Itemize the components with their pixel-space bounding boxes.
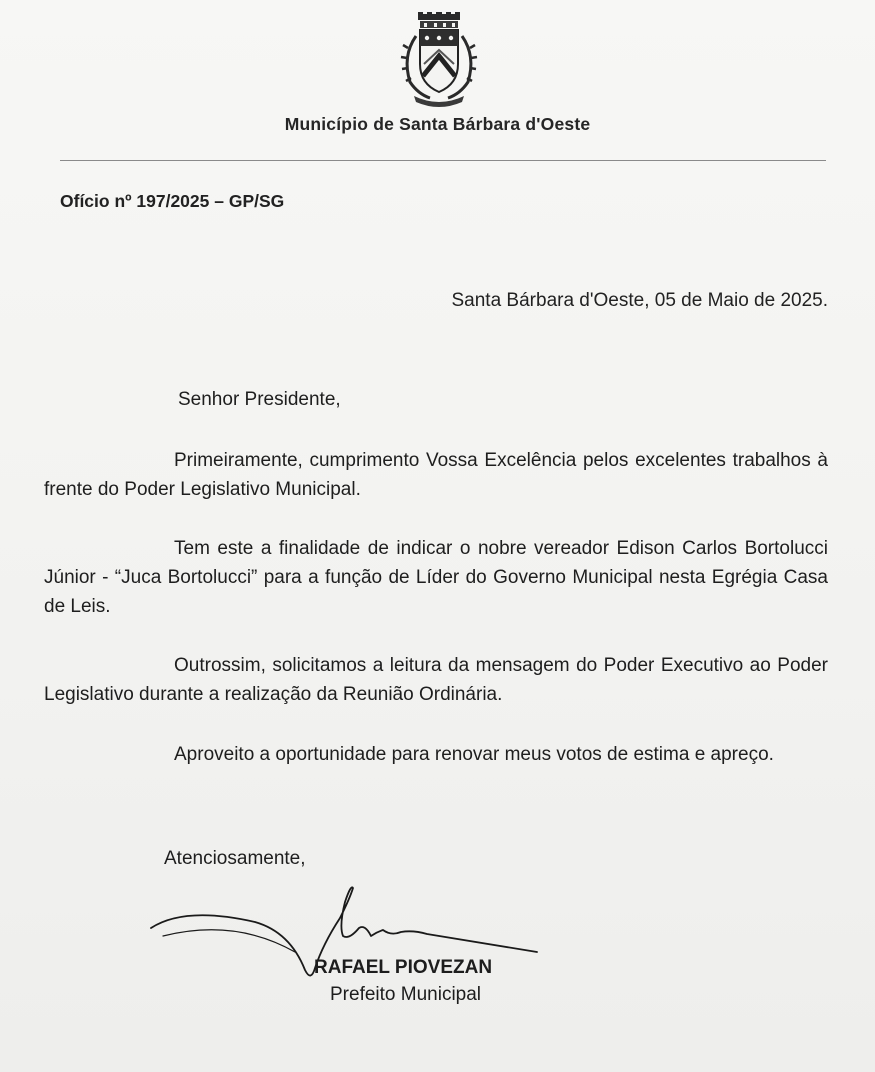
- closing: Atenciosamente,: [164, 848, 306, 869]
- signatory-role: Prefeito Municipal: [330, 984, 482, 1005]
- paragraph-4: [44, 740, 828, 769]
- paragraph-2: [44, 534, 828, 621]
- header-divider: [60, 160, 826, 161]
- salutation: Senhor Presidente,: [178, 389, 341, 410]
- paragraph-1-text: Primeiramente, cumprimento Vossa Excelência pelos excelentes trabalhos à frente do Poder Legislativo Municipal.: [44, 450, 828, 500]
- municipality-title: Município de Santa Bárbara d'Oeste: [284, 114, 591, 134]
- paragraph-3-text: Outrossim, solicitamos a leitura da mensagem do Poder Executivo ao Poder Legislativo durante a realização da Reunião Ordinária.: [44, 655, 828, 705]
- paragraph-1: [44, 446, 828, 504]
- coat-of-arms-icon: [396, 12, 482, 108]
- document-reference: Ofício nº 197/2025 – GP/SG: [60, 191, 285, 211]
- paragraph-3: [44, 651, 828, 709]
- paragraph-4-text: Aproveito a oportunidade para renovar meus votos de estima e apreço.: [174, 744, 774, 765]
- signatory-name: RAFAEL PIOVEZAN: [314, 957, 493, 978]
- paragraph-2-text: Tem este a finalidade de indicar o nobre vereador Edison Carlos Bortolucci Júnior - “Juca Bortolucci” para a função de Líder do Governo Municipal nesta Egrégia Casa de Leis.: [44, 538, 828, 617]
- place-date: Santa Bárbara d'Oeste, 05 de Maio de 2025.: [451, 290, 828, 311]
